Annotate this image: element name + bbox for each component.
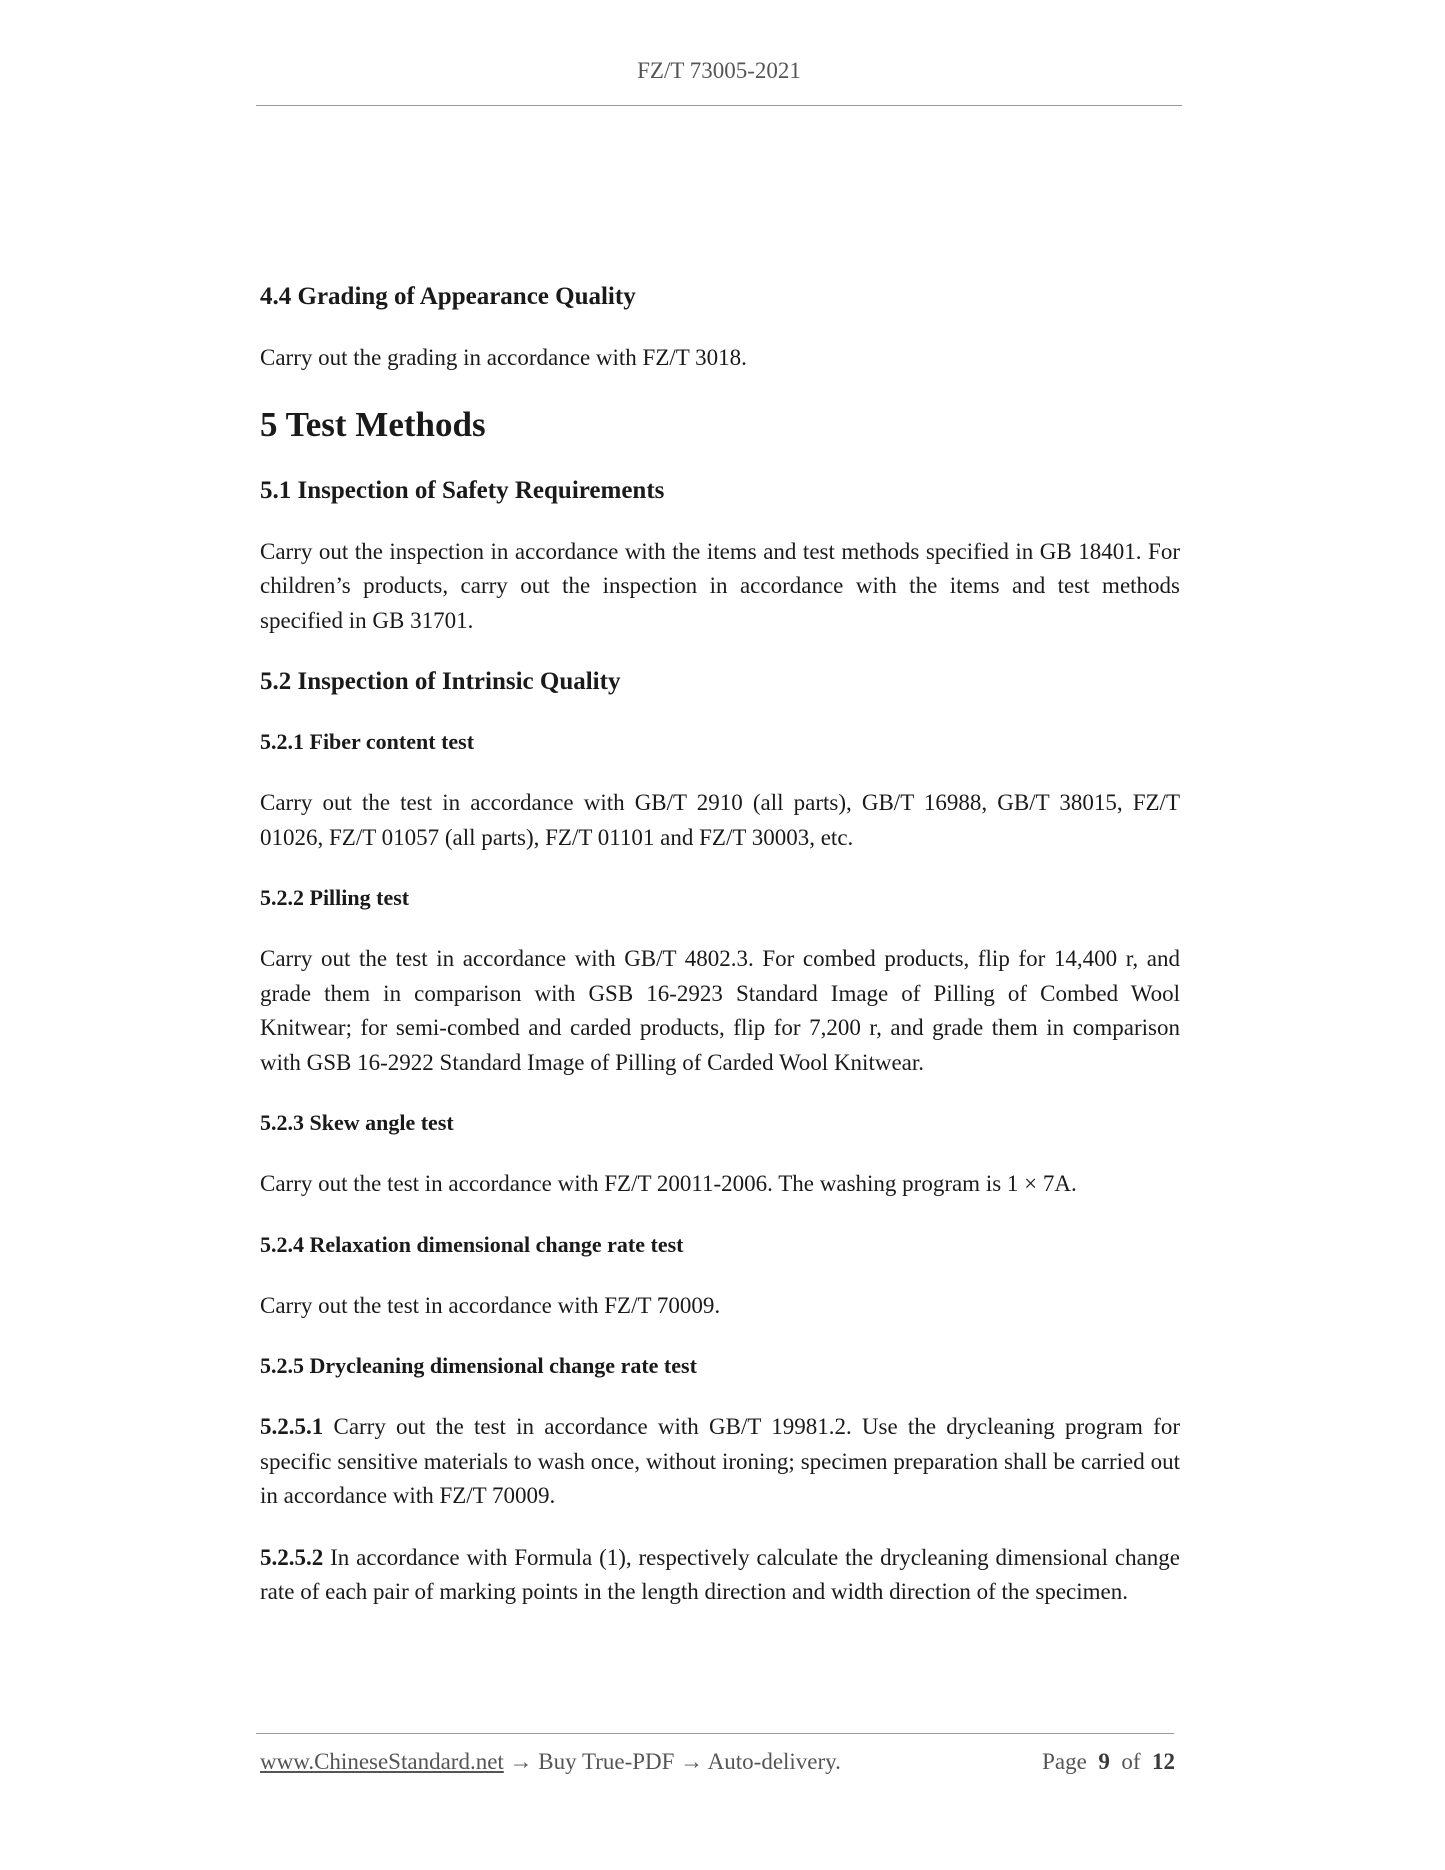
footer-promo: [260, 1749, 841, 1775]
section-4-4-heading: 4.4 Grading of Appearance Quality: [260, 283, 636, 310]
section-5-2-3-text: Carry out the test in accordance with FZ/T 20011-2006. The washing program is 1 × 7A.: [260, 1171, 1077, 1196]
section-5-2-5-1-number: 5.2.5.1: [260, 1414, 324, 1439]
section-5-2-5-1-text: Carry out the test in accordance with GB/T 19981.2. Use the drycleaning program for specific sensitive materials to wash once, without ironing; specimen preparation shall be carried out in accordance with FZ/T 70009.: [260, 1414, 1180, 1508]
website-link[interactable]: www.ChineseStandard.net: [260, 1749, 504, 1774]
section-5-2-5-1-paragraph: [260, 1410, 1180, 1514]
document-id-header: FZ/T 73005-2021: [637, 58, 801, 83]
page-content: [260, 280, 1180, 1637]
page-number: [1042, 1749, 1175, 1775]
section-5-2-1-text: Carry out the test in accordance with GB/T 2910 (all parts), GB/T 16988, GB/T 38015, FZ/T 01026, FZ/T 01057 (all parts), FZ/T 01101 and FZ/T 30003, etc.: [260, 790, 1180, 850]
section-5-2-1-heading: 5.2.1 Fiber content test: [260, 729, 475, 754]
section-5-2-5-2-paragraph: [260, 1541, 1180, 1610]
section-4-4-text: Carry out the grading in accordance with FZ/T 3018.: [260, 345, 747, 370]
section-5-2-4-heading: 5.2.4 Relaxation dimensional change rate test: [260, 1231, 684, 1257]
section-5-2-5-heading: 5.2.5 Drycleaning dimensional change rate test: [260, 1353, 697, 1378]
section-5-2-2-text: Carry out the test in accordance with GB/T 4802.3. For combed products, flip for 14,400 r, and grade them in comparison with GSB 16-2923 Standard Image of Pilling of Combed Wool Knitwear; for semi-combed and carded products, flip for 7,200 r, and grade them in comparison with GSB 16-2922 Standard Image of Pilling of Carded Wool Knitwear.: [260, 946, 1180, 1075]
page-label: Page: [1042, 1749, 1087, 1774]
header-divider: [256, 105, 1182, 106]
section-5-2-heading: 5.2 Inspection of Intrinsic Quality: [260, 668, 621, 695]
section-5-1-text: Carry out the inspection in accordance with the items and test methods specified in GB 18401. For children’s products, carry out the inspection in accordance with the items and test methods specified in GB 31701.: [260, 538, 1180, 633]
section-5-2-5-2-text: In accordance with Formula (1), respectively calculate the drycleaning dimensional change rate of each pair of marking points in the length direction and width direction of the specimen.: [260, 1544, 1180, 1604]
footer-promo-text: → Buy True-PDF → Auto-delivery.: [503, 1749, 841, 1774]
page-of-label: of: [1121, 1749, 1141, 1774]
section-5-1-heading: 5.1 Inspection of Safety Requirements: [260, 476, 665, 504]
section-5-2-3-heading: 5.2.3 Skew angle test: [260, 1110, 454, 1135]
section-5-2-5-2-number: 5.2.5.2: [260, 1544, 324, 1570]
section-5-2-4-text: Carry out the test in accordance with FZ/T 70009.: [260, 1292, 721, 1318]
section-5-heading: 5 Test Methods: [260, 404, 486, 444]
page-total: 12: [1152, 1749, 1175, 1774]
section-5-2-2-heading: 5.2.2 Pilling test: [260, 885, 410, 910]
page-current: 9: [1098, 1749, 1110, 1774]
footer-divider: [256, 1733, 1174, 1734]
